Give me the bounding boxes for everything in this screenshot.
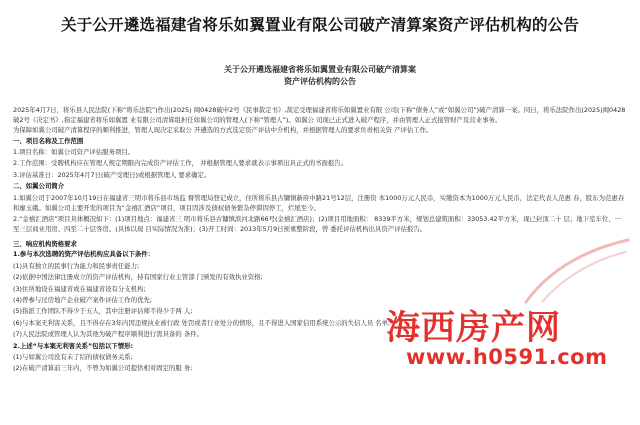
list-item: 1.如翼公司于2007年10月19日在福建省三明市将乐县市场监 督管理局登记成立，住所将乐县古镛镇新府中路21号12层，注册资 本1000万元人民币，实缴资本为1000万元人民币，法定代表人范惠 春，股东为范惠春和廖玉娥。如翼公司主要开发的项目为“金禧汇酒店”项目，项目因涉及债权债务繁杂停滞因停工，烂尾至今。 [13,193,625,212]
section-heading: 一、项目名称及工作范围 [13,136,84,145]
list-item: 3.评估基准日：2025年4月7日(破产受理日)或根据管理人 要求确定。 [13,170,211,179]
watermark-url: www.h0591.com [406,345,608,369]
list-item: (4)曾参与过房地产企业破产案件评估工作的优先; [13,296,153,305]
list-item: (7)人民法院或管理人认为其他为破产程序顺利进行需具备的 条件。 [13,330,204,339]
title-bar [0,0,640,48]
list-item: 2.工作范围：受聘机构应在管理人规定期限内完成资产评估工作， 并根据管理人要求就表示事项出具正式的书面报告。 [13,159,348,168]
watermark-name: 海西房产网 [386,308,561,348]
list-item: (5)指派工作团队不得少于五人，其中注册评估师不得少于两 人; [13,307,193,316]
list-item: 1.项目名称：如翼公司资产评估服务项目。 [13,148,135,156]
section-heading: 三、响应机构资格要求 [13,240,77,249]
list-item: (6)与本案无利害关系，且不得存在3年内因违规执业被行政 处罚或者行业处分的情形，且不得进入国家信用系统公示的失信人员 名单; [13,318,391,327]
list-item: 2.“金禧汇酒店”项目具体概况如下：(1)项目地点：福建省三 明市将乐县古镛镇滨河北路66号(金禧汇酒店)；(2)项目用地面积： 8339平方米，规划总建筑面积：33053.42平方米，现已封顶二十 层；地下室车位、一至三层商业用房、四至二十层客房。(具体以现 目实际情况为准)；(3)开工时间：2013年5月9日预重整阶段，曾 委托评估机构出具资产评估报告。 [13,215,622,234]
document-heading-line1: 关于公开遴选福建省将乐如翼置业有限公司破产清算案 [224,65,416,74]
list-item: (1)具有独立的民事行为能力和民事责任能力; [13,261,140,270]
document-heading-line2: 资产评估机构的公告 [284,77,356,86]
page-title: 关于公开遴选福建省将乐如翼置业有限公司破产清算案资产评估机构的公告 [60,16,580,34]
document-body [13,105,627,375]
list-item: (1)与如翼公司没有未了结的债权债务关系; [13,352,133,361]
intro-paragraph: 2025年4月7日，将乐县人民法院(下称“将乐法院”)作出(2025) 闽0428破申2号《民事裁定书》,裁定受理福建省将乐如翼置业有限 公司(下称“债务人”或“如翼公司”)破产清算一案。同日，将乐法院作出(2025)闽0428破2号《决定书》,指定福建省将乐如翼置 业有限公司清算组担任如翼公司的管理人(下称“管理人”)。如翼公 司现已正式进入破产程序，并由管理人正式接管财产及营业事务。 [13,106,626,125]
subsection-heading: 1.参与本次选聘的资产评估机构应具备以下条件： [13,250,155,259]
list-item: (3)住所地设在福建省或在福建省设有分支机构; [13,284,146,293]
list-item: (2)在破产清算前三年内，不曾为如翼公司提供相对固定的服 务; [13,364,193,373]
intro-paragraph: 为保障如翼公司破产清算程序的顺利推进，管理人现决定采取公 开遴选的方式选定资产评估中介机构，并根据管理人的要求负责相关资 产评估工作。 [13,126,433,135]
list-item: (2)依据中国法律注册成立的资产评估机构，持有国家行业主管部 门颁发的有效执业资格; [13,273,263,282]
section-heading: 二、如翼公司简介 [13,182,65,191]
subsection-heading: 2.上述“与本案无利害关系”包括以下情形: [13,341,134,350]
